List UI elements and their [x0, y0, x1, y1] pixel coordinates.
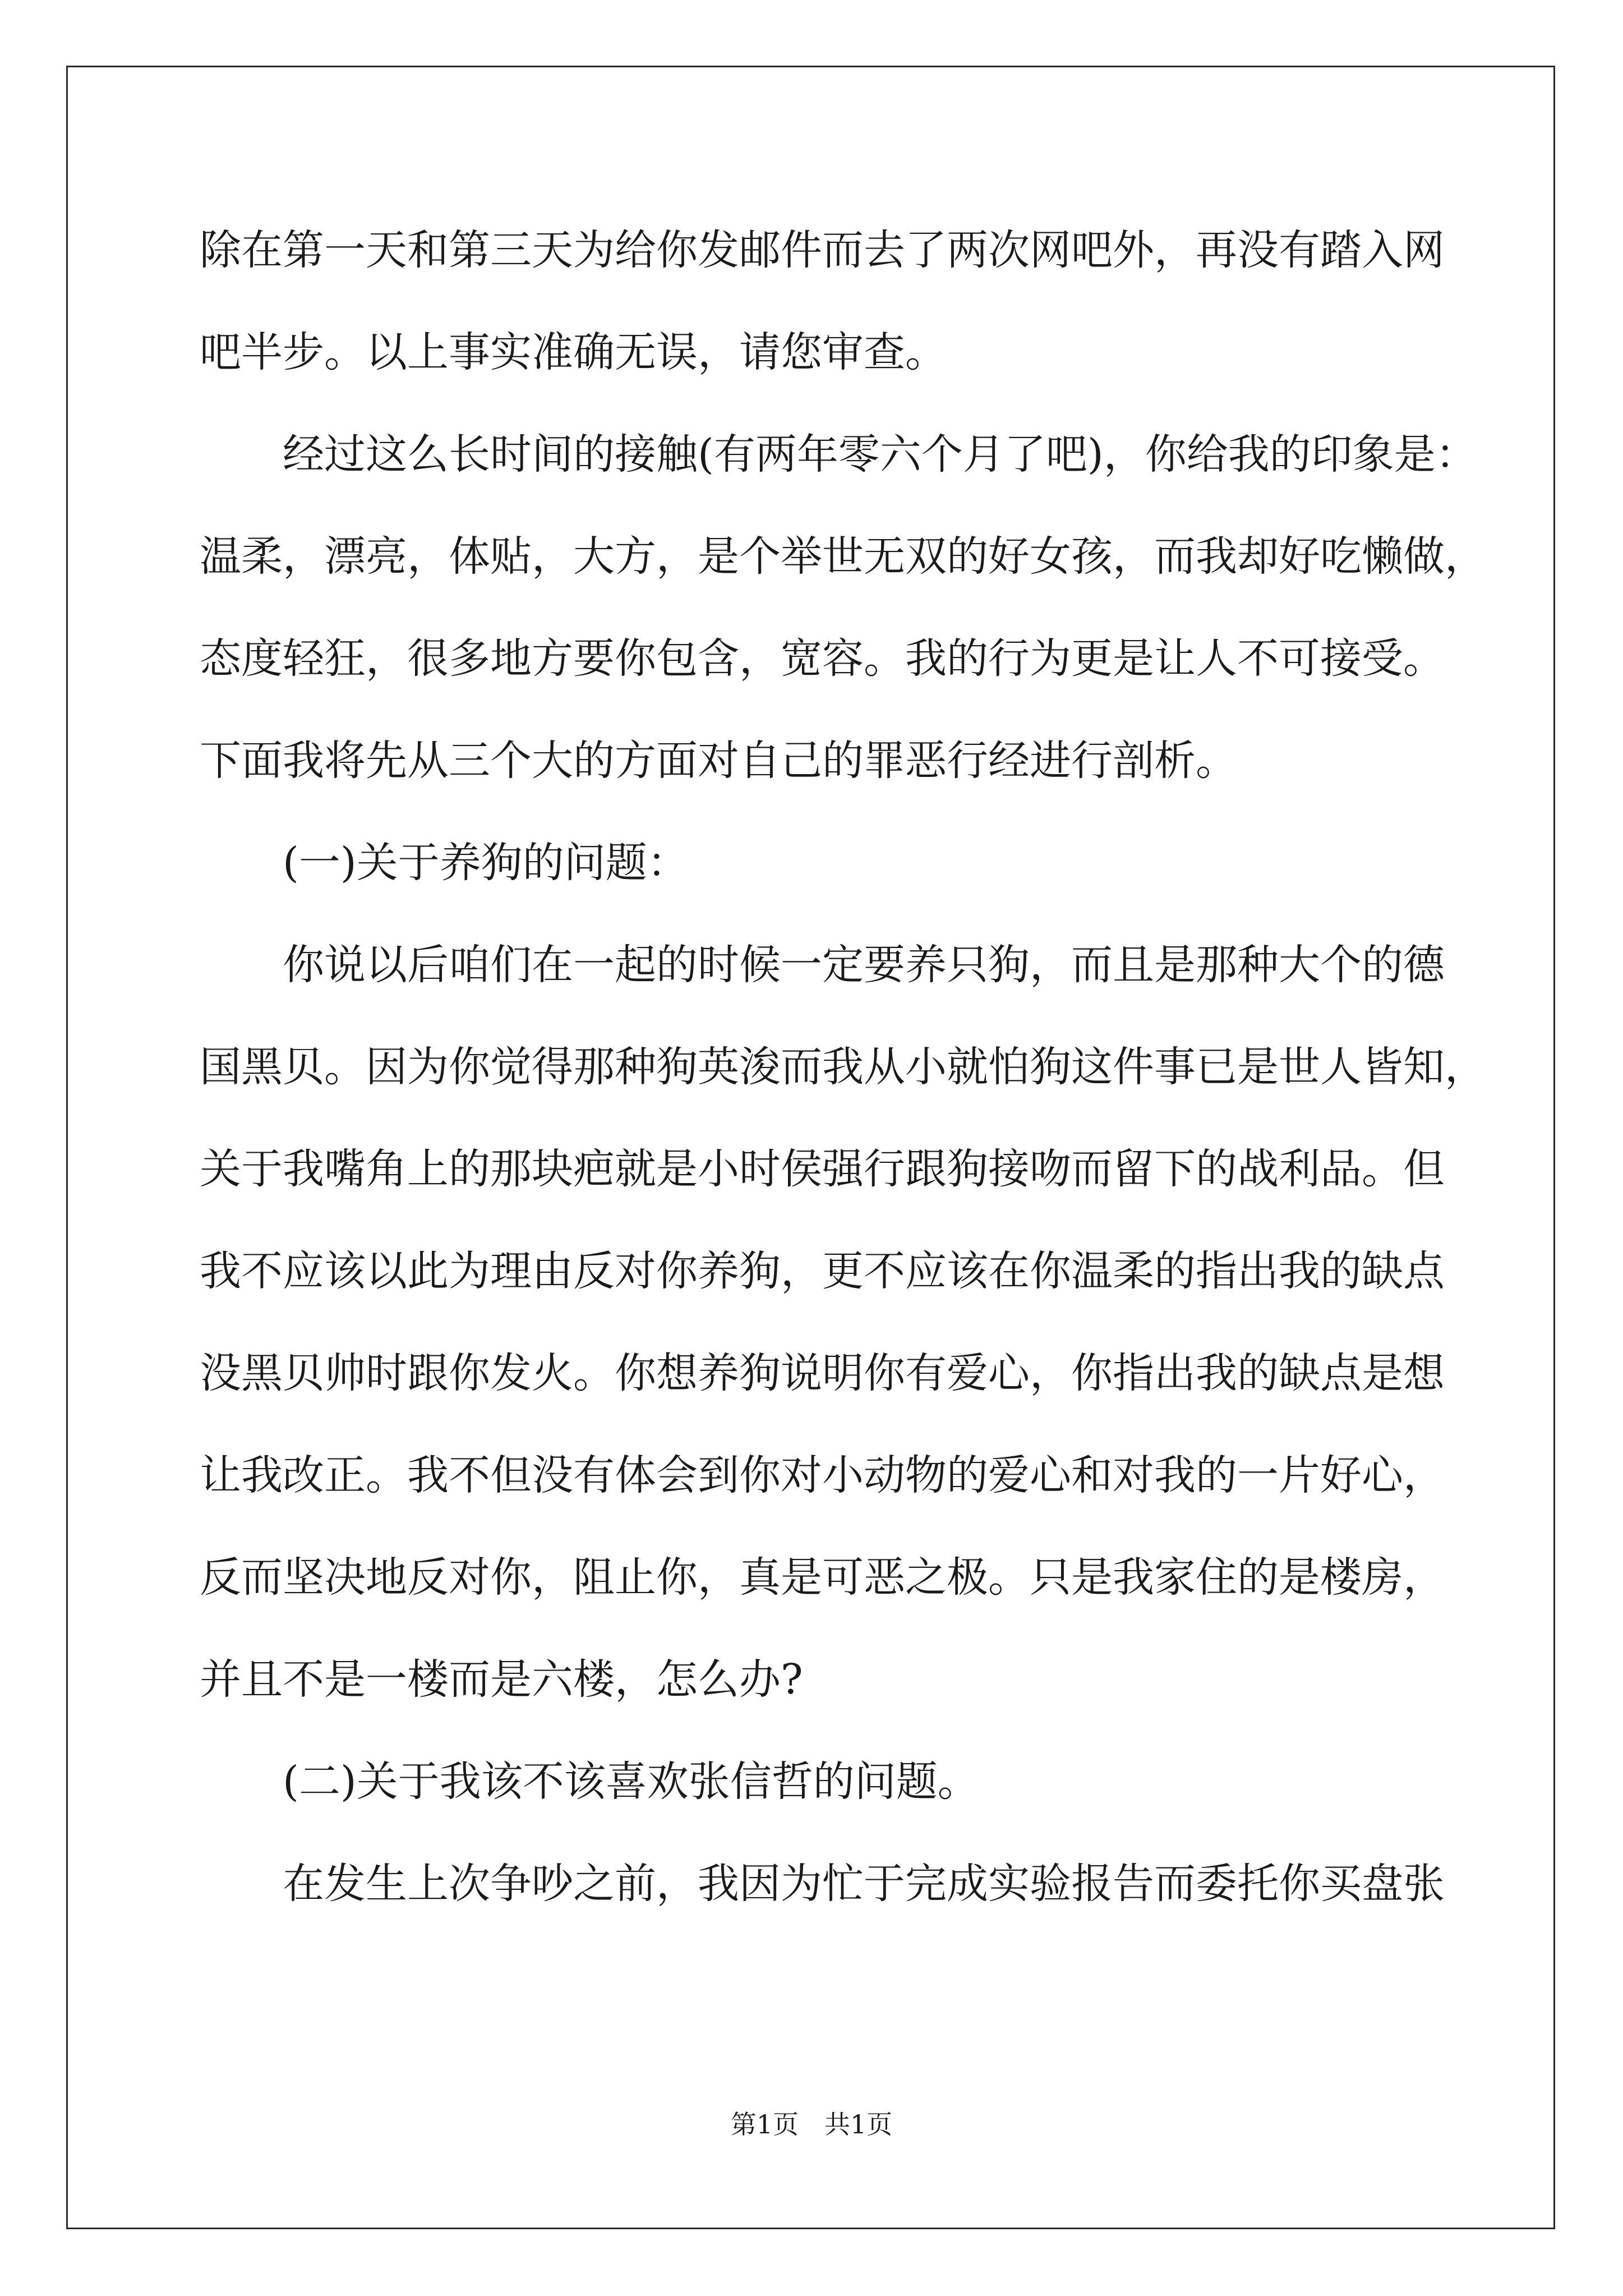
text-line: 态度轻狂，很多地方要你包含，宽容。我的行为更是让人不可接受。	[200, 634, 1445, 683]
text-line: 国黑贝。因为你觉得那种狗英浚而我从小就怕狗这件事已是世人皆知，	[200, 1043, 1486, 1091]
page-footer	[0, 2108, 1623, 2141]
text-line: 没黑贝帅时跟你发火。你想养狗说明你有爱心，你指出我的缺点是想	[200, 1349, 1445, 1397]
text-line: 你说以后咱们在一起的时候一定要养只狗，而且是那种大个的德	[283, 941, 1445, 989]
text-line: 经过这么长时间的接触(有两年零六个月了吧)，你给我的印象是：	[283, 430, 1477, 478]
document-body	[200, 211, 1486, 1947]
text-line: 并且不是一楼而是六楼，怎么办?	[200, 1655, 803, 1704]
text-line: 吧半步。以上事实准确无误，请您审查。	[200, 328, 947, 376]
section-heading: (一)关于养狗的问题：	[283, 839, 689, 887]
page-number: 第1页	[730, 2109, 799, 2139]
text-line: 在发生上次争吵之前，我因为忙于完成实验报告而委托你买盘张	[283, 1860, 1445, 1908]
text-line: 温柔，漂亮，体贴，大方，是个举世无双的好女孩，而我却好吃懒做，	[200, 532, 1486, 581]
text-line: 我不应该以此为理由反对你养狗，更不应该在你温柔的指出我的缺点	[200, 1247, 1445, 1295]
text-line: 关于我嘴角上的那块疤就是小时侯强行跟狗接吻而留下的战利品。但	[200, 1145, 1445, 1193]
page-total: 共1页	[824, 2109, 893, 2139]
section-heading: (二)关于我该不该喜欢张信哲的问题。	[283, 1757, 979, 1806]
text-line: 除在第一天和第三天为给你发邮件而去了两次网吧外，再没有踏入网	[200, 226, 1445, 274]
text-line: 下面我将先从三个大的方面对自己的罪恶行经进行剖析。	[200, 737, 1237, 785]
text-line: 让我改正。我不但没有体会到你对小动物的爱心和对我的一片好心，	[200, 1451, 1445, 1499]
text-line: 反而坚决地反对你，阻止你，真是可恶之极。只是我家住的是楼房，	[200, 1553, 1445, 1602]
